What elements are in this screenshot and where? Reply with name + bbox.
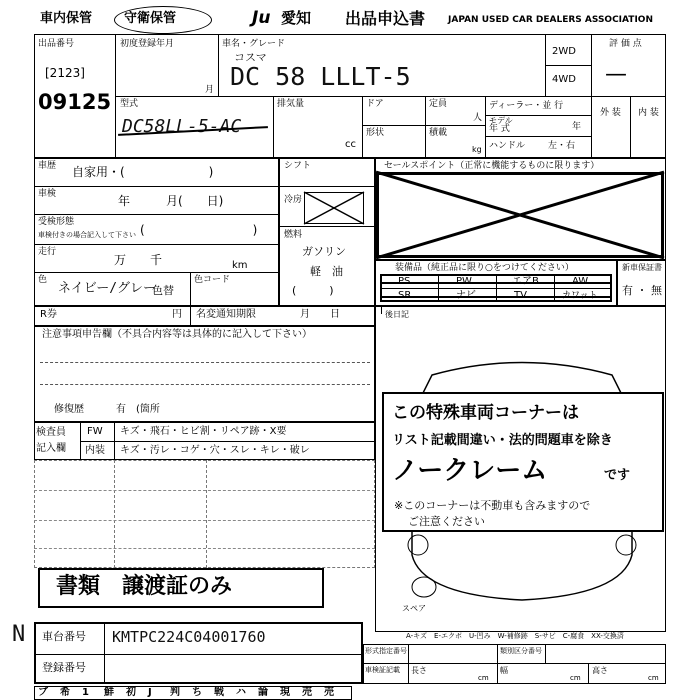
mileage-label: 走行 (38, 247, 57, 257)
fuel-gasoline: ガソリン (302, 245, 346, 258)
car-name-handwritten: コスマ (234, 51, 267, 64)
dealer-import-label: ディーラー・並 行 (489, 101, 564, 111)
inspection-label: 車検 (38, 189, 57, 199)
interior-check-label: 内装 (85, 445, 105, 456)
association-name: JAPAN USED CAR DEALERS ASSOCIATION (448, 15, 653, 25)
selling-points-cross (376, 172, 664, 258)
load-label: 積載 (429, 128, 448, 138)
equip-airbag: エアB (512, 276, 539, 287)
width-label: 幅 (500, 666, 508, 675)
footer-item: ち (192, 687, 202, 698)
footer-item: 判 (170, 687, 180, 698)
footer-item: 鮮 (104, 687, 114, 698)
deadline-label: 名変通知期限 (196, 309, 256, 320)
length-label: 長さ (411, 666, 427, 675)
fw-label: FW (87, 426, 103, 437)
footer-item: 売 (302, 687, 312, 698)
r-unit: 円 (172, 309, 182, 320)
footer-item: 売 (324, 687, 334, 698)
equip-other: カワット (562, 291, 598, 301)
first-reg-label: 初度登録年月 (120, 39, 175, 49)
shape-label: 形状 (366, 128, 385, 138)
notice-line-3: ノークレーム (392, 456, 548, 486)
footer-item: 戦 (214, 687, 224, 698)
footer-item: 初 (126, 687, 136, 698)
load-unit: kg (472, 145, 482, 154)
mileage-value: 万 千 (114, 253, 163, 267)
rating-value: — (605, 62, 627, 87)
grade-handwritten: DC 58 LLLT-5 (230, 62, 411, 91)
selling-points-label: セールスポイント（正常に機能するものに限ります） (384, 161, 600, 171)
form-title: 出品申込書 (345, 9, 426, 28)
documents-label: 書類 譲渡証のみ (56, 574, 233, 599)
fuel-label: 燃料 (284, 230, 303, 240)
receipt-value: ( ) (140, 223, 258, 237)
equipment-strike-2 (380, 296, 612, 298)
length-unit: cm (478, 674, 489, 682)
inspector-label-bottom: 記入欄 (36, 443, 66, 454)
fuel-diesel: 軽 油 (310, 265, 343, 278)
equip-sr: SR (398, 290, 412, 301)
deadline-value: 月 日 (300, 309, 340, 320)
footer-item: 論 (258, 687, 268, 698)
reg-label: 登録番号 (42, 661, 86, 674)
footer-item: 希 (60, 687, 70, 698)
warranty-label: 新車保証書 (622, 263, 662, 272)
notice-line-1: この特殊車両コーナーは (392, 403, 579, 423)
footer-item: ブ (38, 687, 48, 698)
blank-grid (34, 460, 375, 568)
height-unit: cm (648, 674, 659, 682)
color-handwritten: ネイビー/グレー (58, 281, 157, 296)
inspector-label-top: 検査員 (36, 427, 66, 438)
footer-item: 現 (280, 687, 290, 698)
listing-no: 09125 (38, 90, 112, 114)
equipment-label: 装備品（純正品に限り○をつけてください） (395, 263, 574, 273)
fuel-other: ( ) (292, 284, 334, 297)
handle-label: ハンドル (489, 141, 526, 151)
shift-label: シフト (284, 161, 312, 171)
drive-4wd: 4WD (552, 74, 576, 85)
footer-item: J (148, 687, 152, 698)
r-label: R券 (40, 309, 57, 320)
exterior-label: 外 装 (600, 108, 621, 118)
displacement-label: 排気量 (277, 99, 305, 109)
year-unit: 年 (572, 122, 582, 132)
model-handwritten: DC58LL-5-AC (122, 116, 242, 137)
color-code-label: 色コード (194, 275, 231, 285)
equip-navi: ナビ (456, 290, 476, 301)
drive-2wd: 2WD (552, 46, 576, 57)
frame-label: 車台番号 (42, 630, 86, 643)
margin-mark: N (12, 622, 26, 647)
capacity-label: 定員 (429, 99, 448, 109)
door-label: ドア (366, 99, 384, 109)
equip-ps: PS (398, 276, 411, 287)
color-label: 色 (38, 275, 48, 285)
equip-pw: PW (456, 276, 472, 287)
repair-value: 有 (箇所 (116, 404, 160, 415)
frame-value: KMTPC224C04001760 (112, 628, 266, 646)
receipt-label: 受検形態 (38, 217, 75, 227)
storage-label: 車内保管 (40, 11, 93, 26)
color-change: 色替 (152, 284, 174, 297)
rear-label: 後日記 (385, 310, 409, 319)
inspection-value: 年 月( 日) (118, 194, 224, 208)
interior-items: キズ・汚レ・コゲ・穴・スレ・キレ・破レ (120, 445, 310, 456)
reg-dims-label: 車検証記載 (365, 666, 400, 674)
mileage-unit: km (232, 260, 248, 271)
receipt-note: 車検付きの場合記入して下さい (38, 231, 136, 239)
handle-options: 左・右 (548, 141, 576, 151)
displacement-unit: cc (345, 139, 356, 150)
notice-line-2: リスト記載間違い・法的問題車を除き (392, 433, 613, 448)
model-year-label: モデル (489, 116, 513, 125)
interior-label: 内 装 (638, 108, 659, 118)
notes-section (34, 326, 375, 422)
footer-item: 1 (82, 687, 89, 698)
year-label: 年 式 (489, 124, 510, 134)
notice-line-5: ご注意ください (408, 515, 485, 528)
capacity-unit: 人 (473, 113, 483, 123)
history-value: 自家用・( ) (72, 165, 214, 179)
name-grade-label: 車名・グレード (222, 39, 286, 49)
history-label: 車歴 (38, 161, 57, 171)
fw-items: キズ・飛石・ヒビ割・リペア跡・X要 (120, 426, 287, 437)
circled-storage: 守衛保管 (124, 11, 177, 26)
notice-line-4: ※このコーナーは不動車も含みますので (394, 499, 591, 512)
footer-item: ハ (236, 687, 246, 698)
cert-label: 形式指定番号 (365, 647, 407, 655)
notice-line-3-suffix: です (604, 468, 631, 483)
repair-label: 修復歴 (54, 404, 84, 415)
cooler-cross (304, 192, 364, 224)
width-unit: cm (570, 674, 581, 682)
height-label: 高さ (592, 666, 608, 675)
listing-no-label: 出品番号 (38, 39, 75, 49)
class-label: 類別区分番号 (500, 647, 542, 655)
cooler-label: 冷房 (284, 195, 303, 205)
equip-aw: AW (572, 276, 589, 287)
ju-logo: Ju (252, 8, 271, 28)
spare-label: スペア (402, 604, 426, 613)
equip-tv: TV (514, 290, 527, 301)
warranty-options: 有 ・ 無 (622, 284, 662, 297)
first-reg-month-unit: 月 (205, 85, 215, 95)
model-label: 型式 (120, 99, 139, 109)
equipment-strike-1 (380, 282, 612, 284)
org-name: 愛知 (281, 9, 312, 27)
caution-label: 注意事項申告欄（不具合内容等は具体的に記入して下さい） (42, 329, 312, 340)
code-box: [2123] (45, 66, 85, 80)
damage-legend: A-キズ E-エクボ U-凹み W-補修跡 S-サビ C-腐食 XX-交換済 (406, 632, 624, 640)
rating-label: 評 価 点 (609, 39, 642, 49)
